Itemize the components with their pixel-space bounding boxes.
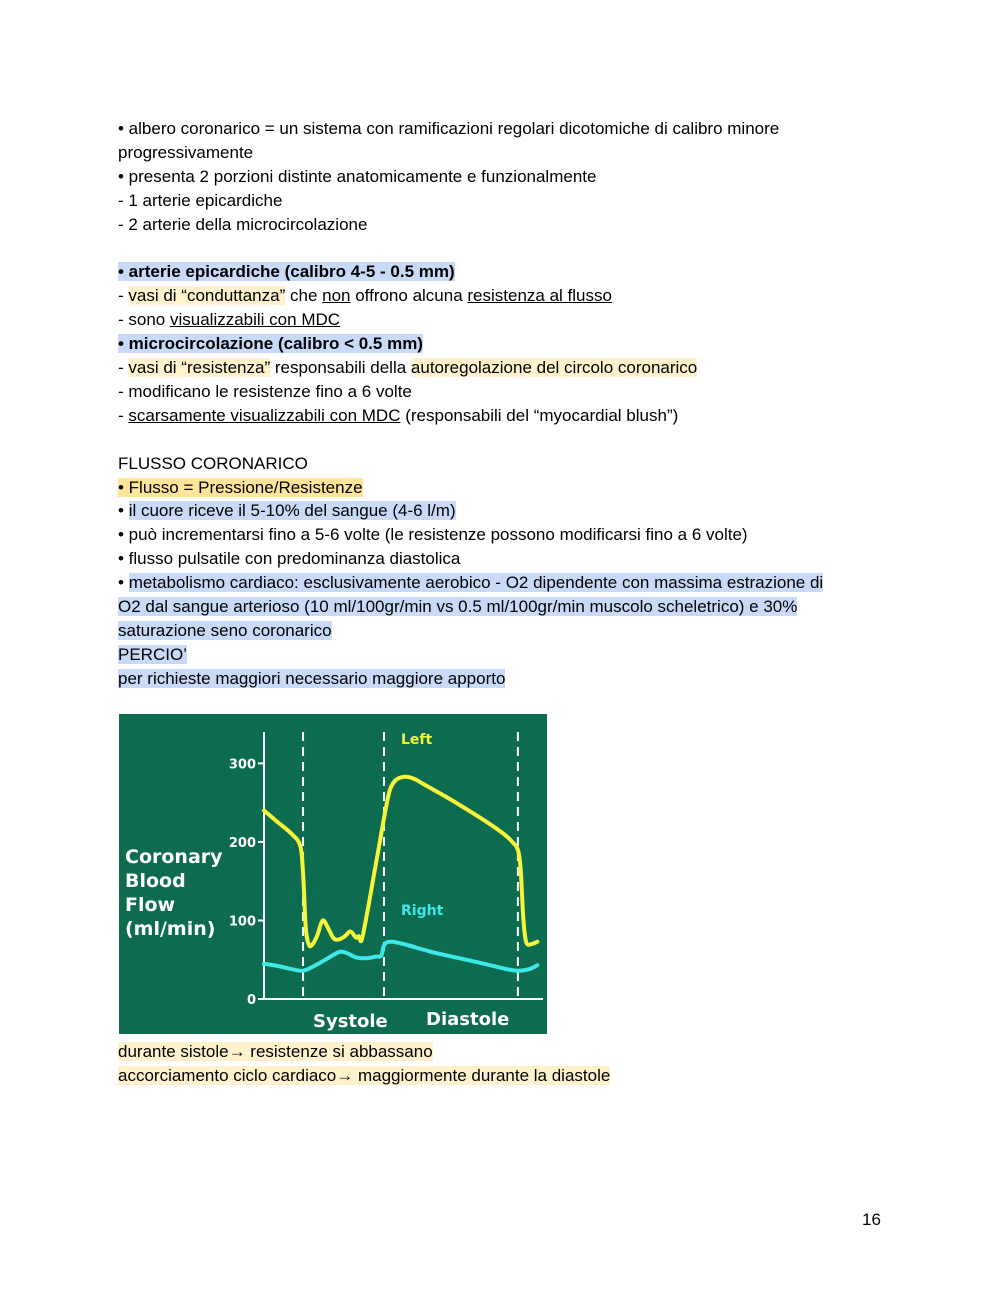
conclusions (118, 1040, 888, 1088)
line-metabolismo-2: O2 dal sangue arterioso (10 ml/100gr/min vs 0.5 ml/100gr/min muscolo scheletrico) e 30% (118, 597, 798, 617)
line-incrementarsi: • può incrementarsi fino a 5-6 volte (le resistenze possono modificarsi fino a 6 volte) (118, 525, 748, 545)
line-visualizzabili: - sono visualizzabili con MDC (118, 310, 341, 330)
page-number: 16 (862, 1210, 881, 1229)
line-pulsatile: • flusso pulsatile con predominanza diastolica (118, 549, 461, 569)
line-durante-sistole: durante sistole→ resistenze si abbassano (118, 1042, 433, 1061)
y-tick-label-100: 100 (228, 914, 256, 930)
line-richieste: per richieste maggiori necessario maggiore apporto (118, 668, 506, 688)
y-tick-label-200: 200 (228, 835, 256, 851)
paragraph-porzioni: • presenta 2 porzioni distinte anatomicamente e funzionalmente (118, 166, 597, 186)
legend-right: Right (401, 903, 444, 919)
heading-microcircolazione: • microcircolazione (calibro < 0.5 mm) (118, 334, 423, 354)
legend-left: Left (401, 732, 433, 748)
x-label-diastole: Diastole (426, 1009, 510, 1030)
line-scarsamente: - scarsamente visualizzabili con MDC (responsabili del “myocardial blush”) (118, 405, 679, 425)
coronary-flow-chart (119, 714, 547, 1034)
line-metabolismo-3: saturazione seno coronarico (118, 621, 332, 640)
paragraph-albero: • albero coronarico = un sistema con ramificazioni regolari dicotomiche di calibro minore progressivamente (118, 119, 780, 162)
line-metabolismo-1: • metabolismo cardiaco: esclusivamente aerobico - O2 dipendente con massima estrazione di (118, 573, 824, 593)
line-resistenza: - vasi di “resistenza” responsabili della autoregolazione del circolo coronarico (118, 358, 698, 378)
line-accorciamento: accorciamento ciclo cardiaco→ maggiormente durante la diastole (118, 1065, 611, 1085)
y-label-line-1: Coronary (125, 846, 223, 868)
line-modificano: - modificano le resistenze fino a 6 volte (118, 381, 412, 401)
list-item-microcircolazione: - 2 arterie della microcircolazione (118, 214, 368, 234)
line-percio: PERCIO’ (118, 644, 187, 664)
y-tick-label-300: 300 (228, 757, 256, 773)
line-conduttanza: - vasi di “conduttanza” che non offrono alcuna resistenza al flusso (118, 286, 612, 306)
list-item-epicardiche: - 1 arterie epicardiche (118, 190, 283, 210)
line-flusso-formula: • Flusso = Pressione/Resistenze (118, 477, 363, 497)
line-cuore-riceve: • il cuore riceve il 5-10% del sangue (4-6 l/m) (118, 501, 456, 521)
y-label-line-3: Flow (125, 894, 176, 916)
y-label-line-4: (ml/min) (125, 918, 216, 940)
heading-flusso-coronarico: FLUSSO CORONARICO (118, 453, 308, 473)
heading-epicardiche: • arterie epicardiche (calibro 4-5 - 0.5 mm) (118, 262, 455, 282)
x-label-systole: Systole (313, 1011, 388, 1032)
y-label-line-2: Blood (125, 870, 186, 892)
document-body (118, 117, 888, 691)
y-tick-label-0: 0 (246, 993, 256, 1008)
